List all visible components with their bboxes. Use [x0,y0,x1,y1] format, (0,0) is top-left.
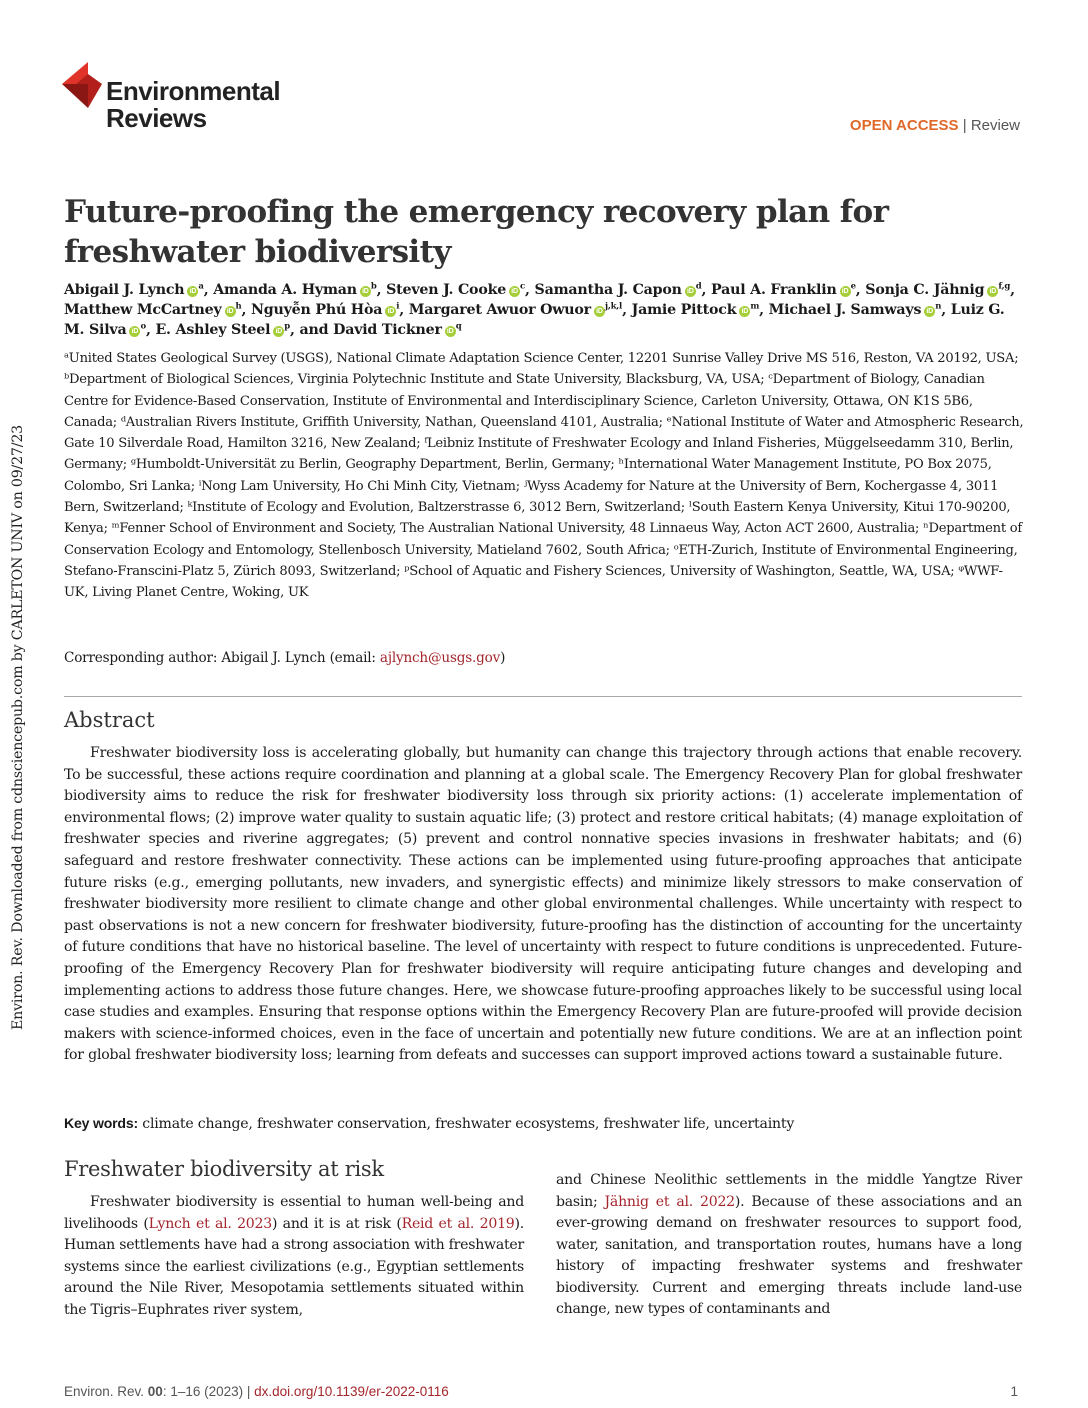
orcid-icon[interactable]: iD [739,306,750,317]
author-name[interactable]: Amanda A. Hyman [213,282,357,298]
author-affiliation-marker: p [284,321,291,332]
author-separator: , [399,302,405,318]
orcid-icon[interactable]: iD [924,306,935,317]
author-entry [386,282,530,298]
author-name[interactable]: Margaret Awuor Owuor [408,302,591,318]
access-separator: | [962,117,967,134]
author-entry [251,302,404,318]
author-name[interactable]: Paul A. Franklin [711,282,837,298]
orcid-icon[interactable]: iD [273,326,284,337]
author-separator: , [855,282,861,298]
author-separator: , [941,302,946,318]
author-entry [213,282,381,298]
access-label [850,117,1020,134]
author-entry [64,302,246,318]
body-text: Freshwater biodiversity is essential to human well-being and livelihoods ( [64,1194,524,1232]
author-entry [64,282,208,298]
author-entry [155,322,328,338]
author-name[interactable]: Michael J. Samways [768,302,922,318]
author-affiliation-marker: h [235,301,242,312]
author-name[interactable]: Abigail J. Lynch [64,282,185,298]
author-name[interactable]: Nguyễn Phú Hòa [251,302,383,318]
journal-logo-mark [62,62,108,108]
keywords [64,1113,1022,1135]
body-text: ). Human settlements have had a strong association with freshwater systems since the earliest civilizations (e.g., Egyptian settlements around the Nile River, Mesopotamia settlements situated within the Tigris–Euphrates river system, [64,1215,524,1318]
citation-link[interactable]: Jähnig et al. 2022 [604,1193,735,1210]
orcid-icon[interactable]: iD [360,286,371,297]
journal-name-line1: Environmental [106,76,281,106]
author-entry [535,282,707,298]
citation-link[interactable]: Reid et al. 2019 [401,1215,515,1232]
article-title: Future-proofing the emergency recovery plan for freshwater biodiversity [64,194,889,270]
doi-link[interactable]: dx.doi.org/10.1139/er-2022-0116 [254,1384,449,1399]
author-list [64,280,1024,340]
author-name[interactable]: Jamie Pittock [631,302,737,318]
page-number: 1 [1010,1384,1018,1399]
author-affiliation-marker: q [455,321,462,332]
footer-journal: Environ. Rev. [64,1384,148,1399]
author-name[interactable]: Samantha J. Capon [534,282,682,298]
section-divider [64,696,1022,697]
orcid-icon[interactable]: iD [509,286,520,297]
orcid-icon[interactable]: iD [987,286,998,297]
download-watermark [0,0,36,1408]
author-affiliation-marker: f,g [998,281,1011,292]
body-text: and Chinese Neolithic settlements in the middle Yangtze River basin; [556,1172,1022,1210]
author-entry [409,302,627,318]
orcid-icon[interactable]: iD [594,306,605,317]
body-column-right [556,1170,1022,1321]
author-affiliation-marker: a [198,281,204,292]
corresponding-prefix: Corresponding author: Abigail J. Lynch (email: [64,650,380,666]
author-name[interactable]: Matthew McCartney [64,302,222,318]
orcid-icon[interactable]: iD [129,326,140,337]
orcid-icon[interactable]: iD [385,306,396,317]
author-separator: , [145,322,151,338]
author-separator: , and [290,322,329,338]
download-watermark-text: Environ. Rev. Downloaded from cdnsciencepub.com by CARLETON UNIV on 09/27/23 [10,425,26,1030]
citation-link[interactable]: Lynch et al. 2023 [148,1215,272,1232]
author-affiliation-marker: e [850,281,856,292]
body-column-left [64,1192,524,1321]
orcid-icon[interactable]: iD [445,326,456,337]
footer-citation [64,1384,449,1399]
author-separator: , [203,282,209,298]
author-entry [769,302,946,318]
author-entry [632,302,764,318]
author-entry [333,322,461,338]
body-text: ). Because of these associations and an ever-growing demand on freshwater resources to support food, water, sanitation, and transportation routes, humans have a long history of impacting freshwater systems and freshwater biodiversity. Current and emerging threats include land-use change, new types of contaminants and [556,1193,1022,1317]
author-separator: , [622,302,627,318]
keywords-label: Key words: [64,1115,138,1131]
journal-logo[interactable] [62,62,302,138]
author-separator: , [1010,282,1015,298]
author-separator: , [376,282,382,298]
footer-pages: : 1–16 (2023) | [162,1384,255,1399]
orcid-icon[interactable]: iD [685,286,696,297]
author-affiliation-marker: o [140,321,146,332]
author-affiliation-marker: c [520,281,526,292]
orcid-icon[interactable]: iD [187,286,198,297]
author-name[interactable]: Steven J. Cooke [386,282,507,298]
corresponding-suffix: ) [500,650,506,666]
orcid-icon[interactable]: iD [225,306,236,317]
author-affiliation-marker: m [750,301,760,312]
author-separator: , [759,302,764,318]
author-affiliation-marker: d [695,281,702,292]
keywords-text: climate change, freshwater conservation, freshwater ecosystems, freshwater life, uncertainty [142,1116,795,1132]
corresponding-email-link[interactable]: ajlynch@usgs.gov [379,650,501,666]
journal-name [106,78,280,132]
footer-volume: 00 [147,1384,163,1399]
author-entry [711,282,861,298]
section-heading: Freshwater biodiversity at risk [64,1157,384,1181]
author-separator: , [701,282,707,298]
journal-name-line2: Reviews [106,103,207,133]
author-separator: , [241,302,247,318]
author-separator: , [525,282,530,298]
author-name[interactable]: Luiz G. M. Silva [64,302,1005,338]
orcid-icon[interactable]: iD [840,286,851,297]
body-text: ) and it is at risk ( [271,1215,402,1232]
author-affiliation-marker: i [396,301,400,312]
corresponding-author [64,648,964,668]
author-affiliation-marker: b [370,281,377,292]
author-name[interactable]: E. Ashley Steel [155,322,271,338]
abstract-heading: Abstract [64,708,155,732]
author-name[interactable]: Sonja C. Jähnig [865,282,985,298]
open-access-badge: OPEN ACCESS [849,117,959,134]
author-name[interactable]: David Tickner [333,322,442,338]
author-affiliation-marker: n [935,301,942,312]
abstract-body: Freshwater biodiversity loss is accelerating globally, but humanity can change this trajectory through actions that enable recovery. To be successful, these actions require coordination and planning at a global scale. The Emergency Recovery Plan for global freshwater biodiversity aims to reduce the risk for freshwater biodiversity loss through six priority actions: (1) accelerate implementation of environmental flows; (2) improve water quality to sustain aquatic life; (3) protect and restore critical habitats; (4) manage exploitation of freshwater species and riverine aggregates; (5) prevent and control nonnative species invasions in freshwater habitats; and (6) safeguard and restore freshwater connectivity. These actions can be implemented using future-proofing approaches that anticipate future risks (e.g., emerging pollutants, new invaders, and synergistic effects) and minimize likely stressors to make conservation of freshwater biodiversity more resilient to climate change and other global environmental challenges. While uncertainty with respect to past observations is not a new concern for freshwater biodiversity, future-proofing has the distinction of accounting for the uncertainty of future conditions that have no historical baseline. The level of uncertainty with respect to future conditions is unprecedented. Future-proofing of the Emergency Recovery Plan for freshwater biodiversity will require anticipating future changes and developing and implementing actions to address those future changes. Here, we showcase future-proofing approaches likely to be successful using local case studies and examples. Ensuring that response options within the Emergency Recovery Plan are future-proofed will provide decision makers with science-informed choices, even in the face of uncertain and potentially new future conditions. We are at an inflection point for global freshwater biodiversity loss; learning from defeats and successes can support improved actions toward a sustainable future. [64,745,1022,1064]
affiliations: ᵃUnited States Geological Survey (USGS), National Climate Adaptation Science Center, 12201 Sunrise Valley Drive MS 516, Reston, VA 20192, USA; ᵇDepartment of Biological Sciences, Virginia Polytechnic Institute and State University, Blacksburg, VA, USA; ᶜDepartment of Biology, Canadian Centre for Evidence-Based Conservation, Institute of Environmental and Interdisciplinary Science, Carleton University, Ottawa, ON K1S 5B6, Canada; ᵈAustralian Rivers Institute, Griffith University, Nathan, Queensland 4101, Australia; ᵉNational Institute of Water and Atmospheric Research, Gate 10 Silverdale Road, Hamilton 3216, New Zealand; ᶠLeibniz Institute of Freshwater Ecology and Inland Fisheries, Müggelseedamm 310, Berlin, Germany; ᵍHumboldt-Universität zu Berlin, Geography Department, Berlin, Germany; ʰInternational Water Management Institute, PO Box 2075, Colombo, Sri Lanka; ⁱNong Lam University, Ho Chi Minh City, Vietnam; ʲWyss Academy for Nature at the University of Bern, Kochergasse 4, 3011 Bern, Switzerland; ᵏInstitute of Ecology and Evolution, Baltzerstrasse 6, 3012 Bern, Switzerland; ˡSouth Eastern Kenya University, Kitui 170-90200, Kenya; ᵐFenner School of Environment and Society, The Australian National University, 48 Linnaeus Way, Acton ACT 2600, Australia; ⁿDepartment of Conservation Ecology and Entomology, Stellenbosch University, Matieland 7602, South Africa; ᵒETH-Zurich, Institute of Environmental Engineering, Stefano-Franscini-Platz 5, Zürich 8093, Switzerland; ᵖSchool of Aquatic and Fishery Sciences, University of Washington, Seattle, WA, USA; ᵠWWF-UK, Living Planet Centre, Woking, UK [64,351,1024,601]
article-type: Review [970,117,1020,134]
author-affiliation-marker: j,k,l [604,301,623,312]
author-entry [865,282,1015,298]
